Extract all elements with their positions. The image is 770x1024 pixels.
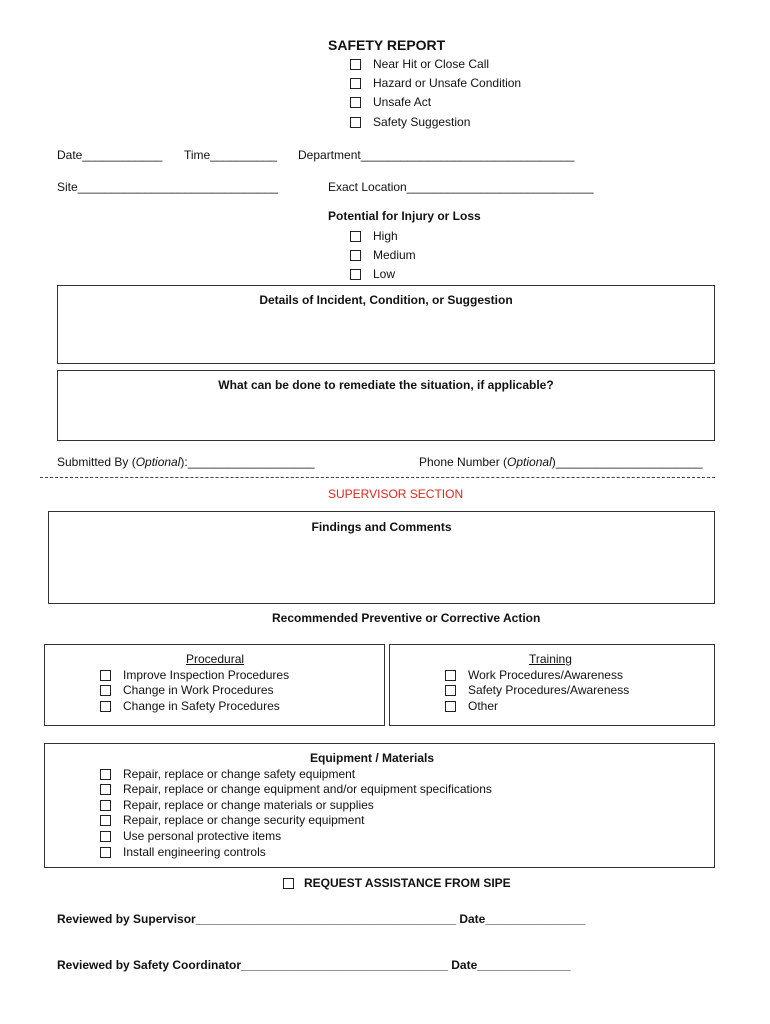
supervisor-section-heading: SUPERVISOR SECTION bbox=[328, 487, 464, 501]
equipment-option[interactable]: Install engineering controls bbox=[100, 845, 266, 860]
checkbox[interactable] bbox=[350, 59, 361, 70]
site-field[interactable]: Site______________________________ bbox=[57, 180, 278, 194]
checkbox[interactable] bbox=[100, 831, 111, 842]
procedural-option[interactable]: Change in Safety Procedures bbox=[100, 699, 280, 714]
reviewed-by-supervisor-field[interactable]: Reviewed by Supervisor_______________________________________ Date_______________ bbox=[57, 912, 586, 926]
checkbox[interactable] bbox=[100, 800, 111, 811]
page-title: SAFETY REPORT bbox=[328, 37, 446, 53]
checkbox[interactable] bbox=[100, 769, 111, 780]
training-option[interactable]: Work Procedures/Awareness bbox=[445, 668, 623, 683]
potential-heading: Potential for Injury or Loss bbox=[328, 209, 481, 223]
procedural-option[interactable]: Improve Inspection Procedures bbox=[100, 668, 289, 683]
report-type-option[interactable]: Unsafe Act bbox=[350, 95, 431, 110]
checkbox[interactable] bbox=[445, 701, 456, 712]
checkbox[interactable] bbox=[100, 784, 111, 795]
training-box bbox=[389, 644, 715, 726]
report-type-option[interactable]: Near Hit or Close Call bbox=[350, 57, 489, 72]
date-field[interactable]: Date____________ bbox=[57, 148, 163, 162]
checkbox[interactable] bbox=[100, 701, 111, 712]
potential-option[interactable]: Low bbox=[350, 267, 395, 282]
findings-heading: Findings and Comments bbox=[311, 520, 452, 534]
report-type-option[interactable]: Hazard or Unsafe Condition bbox=[350, 76, 521, 91]
equipment-option[interactable]: Repair, replace or change equipment and/or equipment specifications bbox=[100, 782, 492, 797]
checkbox[interactable] bbox=[350, 78, 361, 89]
details-box[interactable] bbox=[57, 285, 715, 364]
checkbox[interactable] bbox=[350, 269, 361, 280]
equipment-option[interactable]: Repair, replace or change safety equipment bbox=[100, 767, 355, 782]
submitted-by-field[interactable]: Submitted By (Optional):___________________ bbox=[57, 455, 315, 469]
remediate-heading: What can be done to remediate the situation, if applicable? bbox=[218, 378, 554, 392]
equipment-option[interactable]: Use personal protective items bbox=[100, 829, 281, 844]
potential-option[interactable]: Medium bbox=[350, 248, 416, 263]
divider bbox=[40, 477, 715, 478]
equipment-option[interactable]: Repair, replace or change materials or supplies bbox=[100, 798, 374, 813]
exact-location-field[interactable]: Exact Location____________________________ bbox=[328, 180, 594, 194]
request-assistance-option[interactable]: REQUEST ASSISTANCE FROM SIPE bbox=[283, 876, 511, 891]
checkbox[interactable] bbox=[350, 231, 361, 242]
checkbox[interactable] bbox=[350, 250, 361, 261]
training-heading: Training bbox=[529, 652, 572, 666]
equipment-option[interactable]: Repair, replace or change security equipment bbox=[100, 813, 364, 828]
checkbox[interactable] bbox=[283, 878, 294, 889]
checkbox[interactable] bbox=[445, 670, 456, 681]
equipment-box bbox=[44, 743, 715, 868]
details-heading: Details of Incident, Condition, or Suggestion bbox=[259, 293, 513, 307]
procedural-box bbox=[44, 644, 385, 726]
report-type-option[interactable]: Safety Suggestion bbox=[350, 115, 470, 130]
findings-box[interactable] bbox=[48, 511, 715, 604]
equipment-heading: Equipment / Materials bbox=[310, 751, 435, 765]
procedural-heading: Procedural bbox=[186, 652, 245, 666]
remediate-box[interactable] bbox=[57, 370, 715, 441]
department-field[interactable]: Department________________________________ bbox=[298, 148, 575, 162]
checkbox[interactable] bbox=[100, 815, 111, 826]
checkbox[interactable] bbox=[350, 97, 361, 108]
potential-option[interactable]: High bbox=[350, 229, 398, 244]
checkbox[interactable] bbox=[350, 117, 361, 128]
checkbox[interactable] bbox=[100, 670, 111, 681]
checkbox[interactable] bbox=[100, 847, 111, 858]
checkbox[interactable] bbox=[445, 685, 456, 696]
checkbox[interactable] bbox=[100, 685, 111, 696]
recommended-heading: Recommended Preventive or Corrective Action bbox=[272, 611, 541, 625]
reviewed-by-coordinator-field[interactable]: Reviewed by Safety Coordinator_______________________________ Date______________ bbox=[57, 958, 571, 972]
training-option[interactable]: Other bbox=[445, 699, 498, 714]
procedural-option[interactable]: Change in Work Procedures bbox=[100, 683, 274, 698]
training-option[interactable]: Safety Procedures/Awareness bbox=[445, 683, 629, 698]
time-field[interactable]: Time__________ bbox=[184, 148, 277, 162]
phone-number-field[interactable]: Phone Number (Optional)______________________ bbox=[419, 455, 703, 469]
